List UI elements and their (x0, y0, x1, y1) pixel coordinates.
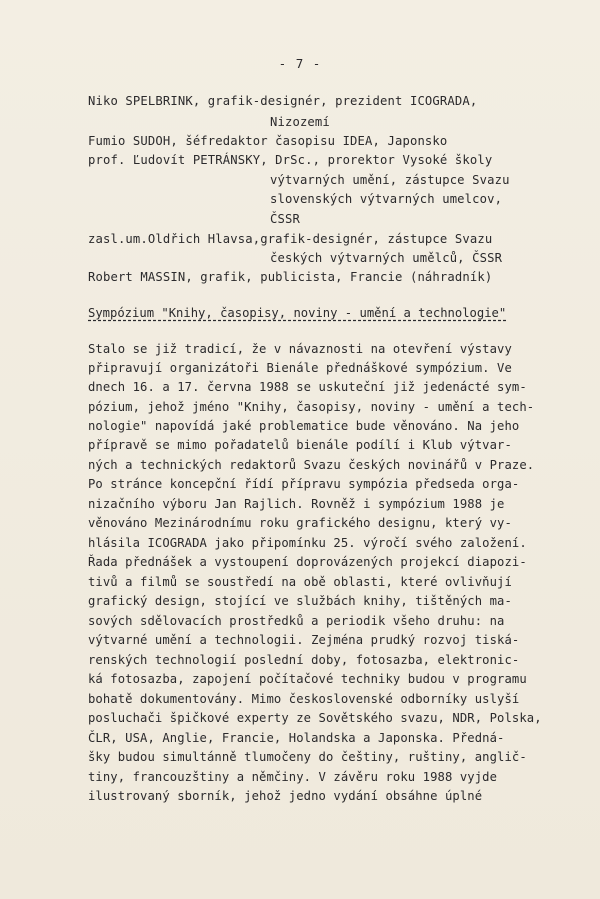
body-line: pózium, jehož jméno "Knihy, časopisy, noviny - umění a tech- (88, 400, 535, 414)
body-line: přípravě se mimo pořadatelů bienále podílí i Klub výtvar- (88, 438, 512, 452)
body-line: ká fotosazba, zapojení počítačové techniky budou v programu (88, 672, 527, 686)
body-line: Stalo se již tradicí, že v návaznosti na otevření výstavy (88, 342, 512, 356)
committee-line: Fumio SUDOH, šéfredaktor časopisu IDEA, Japonsko (88, 134, 448, 148)
body-line: renských technologií poslední doby, fotosazba, elektronic- (88, 653, 520, 667)
committee-line: Nizozemí (270, 115, 330, 129)
body-line: dnech 16. a 17. června 1988 se uskuteční již jedenácté sym- (88, 380, 527, 394)
committee-line: českých výtvarných umělců, ČSSR (270, 251, 503, 265)
body-line: ČLR, USA, Anglie, Francie, Holandska a Japonska. Předná- (88, 731, 505, 745)
body-line: posluchači špičkové experty ze Sovětského svazu, NDR, Polska, (88, 711, 542, 725)
body-line: Po stránce koncepční řídí přípravu sympózia předseda orga- (88, 477, 520, 491)
body-line: ilustrovaný sborník, jehož jedno vydání obsáhne úplné (88, 789, 483, 803)
body-line: výtvarné umění a technologii. Zejména prudký rozvoj tiská- (88, 633, 520, 647)
body-line: hlásila ICOGRADA jako připomínku 25. výročí svého založení. (88, 536, 527, 550)
committee-line: prof. Ľudovít PETRÁNSKY, DrSc., prorektor Vysoké školy (88, 153, 493, 167)
section-heading: Sympózium "Knihy, časopisy, noviny - umění a technologie" (88, 306, 507, 320)
body-line: grafický design, stojící ve službách knihy, tištěných ma- (88, 594, 512, 608)
body-line: ných a technických redaktorů Svazu českých novinářů v Praze. (88, 458, 535, 472)
body-line: věnováno Mezinárodnímu roku grafického designu, který vy- (88, 516, 512, 530)
body-line: nizačního výboru Jan Rajlich. Rovněž i sympózium 1988 je (88, 497, 505, 511)
committee-line: výtvarných umění, zástupce Svazu (270, 173, 510, 187)
body-line: připravují organizátoři Bienále přednáškové sympózium. Ve (88, 361, 512, 375)
body-line: nologie" napovídá jaké problematice bude věnováno. Na jeho (88, 419, 520, 433)
committee-line: ČSSR (270, 212, 300, 226)
body-line: tivů a filmů se soustředí na obě oblasti, které ovlivňují (88, 575, 512, 589)
page-number: - 7 - (278, 56, 322, 71)
body-line: šky budou simultánně tlumočeny do češtiny, ruštiny, anglič- (88, 750, 527, 764)
body-line: bohatě dokumentovány. Mimo československé odborníky uslyší (88, 692, 520, 706)
committee-line: Robert MASSIN, grafik, publicista, Francie (náhradník) (88, 270, 493, 284)
body-line: sových sdělovacích prostředků a periodik všeho druhu: na (88, 614, 505, 628)
committee-line: Niko SPELBRINK, grafik-designér, prezident ICOGRADA, (88, 94, 478, 108)
committee-line: slovenských výtvarných umelcov, (270, 192, 503, 206)
committee-line: zasl.um.Oldřich Hlavsa,grafik-designér, zástupce Svazu (88, 232, 493, 246)
body-line: tiny, francouzštiny a němčiny. V závěru roku 1988 vyjde (88, 770, 498, 784)
body-line: Řada přednášek a vystoupení doprovázených projekcí diapozi- (88, 555, 527, 569)
